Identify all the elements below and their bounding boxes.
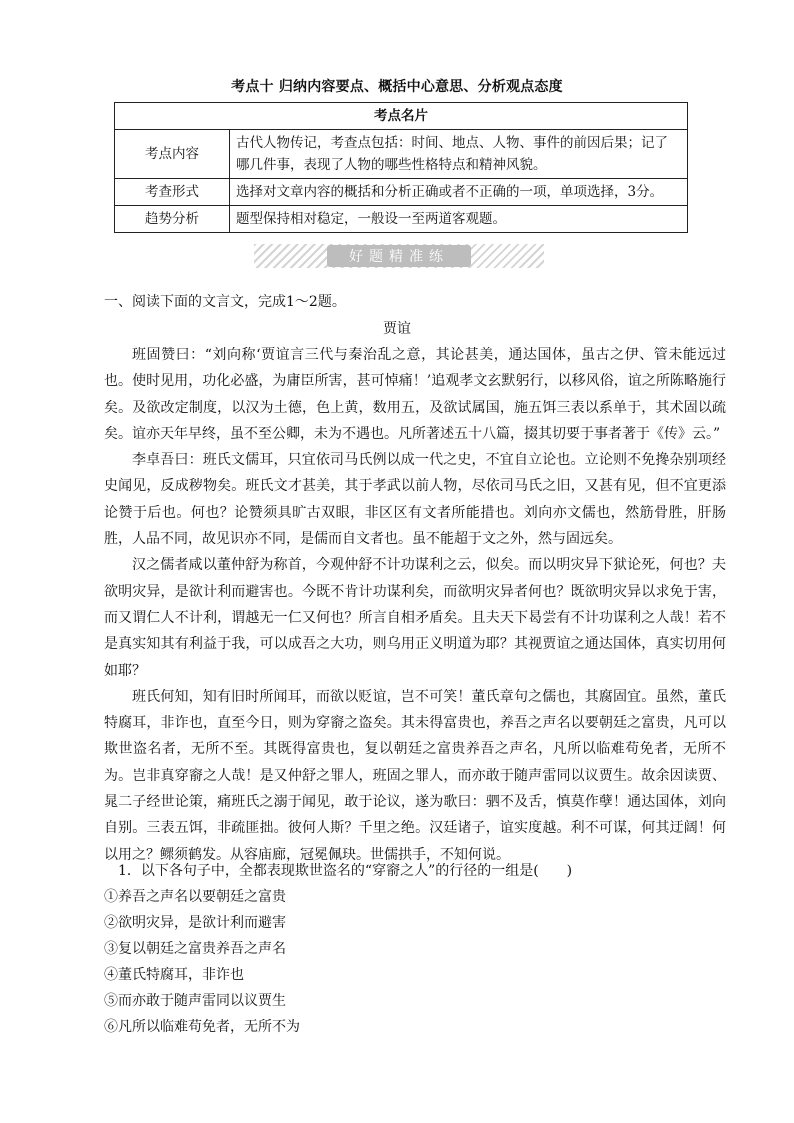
passage-paragraph: 班氏何知，知有旧时所闻耳，而欲以贬谊，岂不可笑！董氏章句之儒也，其腐固宜。虽然，董氏特腐耳，非诈也，直至今日，则为穿窬之盗矣。其未得富贵也，养吾之声名以要朝廷之富贵，凡可以欺世盗名者，无所不至。其既得富贵也，复以朝廷之富贵养吾之声名，凡所以临难苟免者，无所不为。岂非真穿窬之人哉！是又仲舒之罪人，班固之罪人，而亦敢于随声雷同以议贾生。故余因读贾、晁二子经世论策，痛班氏之溺于闻见，敢于论议，遂为歌曰：驷不及舌，慎莫作孽！通达国体，刘向自别。三表五饵，非疏匪拙。彼何人斯？千里之绝。汉廷诸子，谊实度越。利不可谋，何其迂阔！何以用之？鳏须鹤发。从容庙廊，冠冕佩玦。世儒拱手，不知何说。 [104,688,726,863]
card-row-label: 考点内容 [115,130,230,179]
page-title: 考点十 归纳内容要点、概括中心意思、分析观点态度 [231,79,563,95]
question-option: ①养吾之声名以要朝廷之富贵 [104,889,286,905]
banner-label: 好题精准练 [327,245,471,267]
passage-title: 贾谊 [383,321,411,337]
card-row [115,130,688,179]
question-option: ③复以朝廷之富贵养吾之声名 [104,941,286,957]
question-option: ⑥凡所以临难苟免者，无所不为 [104,1019,300,1035]
passage-paragraph: 班固赞曰：“刘向称‘贾谊言三代与秦治乱之意，其论甚美，通达国体，虽古之伊、管未能远过也。使时见用，功化必盛，为庸臣所害，甚可悼痛！’追观孝文玄默躬行，以移风俗，谊之所陈略施行矣。及欲改定制度，以汉为土德，色上黄，数用五，及欲试属国，施五饵三表以系单于，其术固以疏矣。谊亦天年早终，虽不至公卿，未为不遇也。凡所著述五十八篇，掇其切要于事者著于《传》云。” [104,347,726,442]
question-block [104,858,724,1040]
exam-point-card [114,102,688,233]
card-row-label: 考查形式 [115,179,230,206]
section-banner [254,244,544,268]
passage-body [104,342,726,868]
card-row [115,206,688,233]
question-option: ②欲明灾异，是欲计利而避害 [104,915,286,931]
card-row-value: 古代人物传记，考查点包括：时间、地点、人物、事件的前因后果；记了哪几件事，表现了人物的哪些性格特点和精神风貌。 [230,130,688,179]
question-option: ④董氏特腐耳，非诈也 [104,967,244,983]
card-row-value: 题型保持相对稳定，一般设一至两道客观题。 [230,206,688,233]
card-row [115,179,688,206]
card-head: 考点名片 [115,103,688,130]
exercise-intro: 一、阅读下面的文言文，完成1～2题。 [104,294,346,310]
passage-paragraph: 汉之儒者咸以董仲舒为称首，今观仲舒不计功谋利之云，似矣。而以明灾异下狱论死，何也？夫欲明灾异，是欲计利而避害也。今既不肯计功谋利矣，而欲明灾异者何也？既欲明灾异以求免于害，而又谓仁人不计利，谓越无一仁又何也？所言自相矛盾矣。且夫天下曷尝有不计功谋利之人哉！若不是真实知其有利益于我，可以成吾之大功，则乌用正义明道为耶？其视贾谊之通达国体，真实切用何如耶？ [104,557,726,679]
question-option: ⑤而亦敢于随声雷同以议贾生 [104,993,286,1009]
question-stem: 1．以下各句子中，全都表现欺世盗名的“穿窬之人”的行径的一组是( ) [118,863,573,879]
card-row-label: 趋势分析 [115,206,230,233]
card-row-value: 选择对文章内容的概括和分析正确或者不正确的一项，单项选择，3分。 [230,179,688,206]
passage-paragraph: 李卓吾曰：班氏文儒耳，只宜依司马氏例以成一代之史，不宜自立论也。立论则不免搀杂别项经史闻见，反成秽物矣。班氏文才甚美，其于孝武以前人物，尽依司马氏之旧，又甚有见，但不宜更添论赞于后也。何也？论赞须具旷古双眼，非区区有文者所能措也。刘向亦文儒也，然筋骨胜，肝肠胜，人品不同，故见识亦不同，是儒而自文者也。虽不能超于文之外，然与固远矣。 [104,452,726,548]
